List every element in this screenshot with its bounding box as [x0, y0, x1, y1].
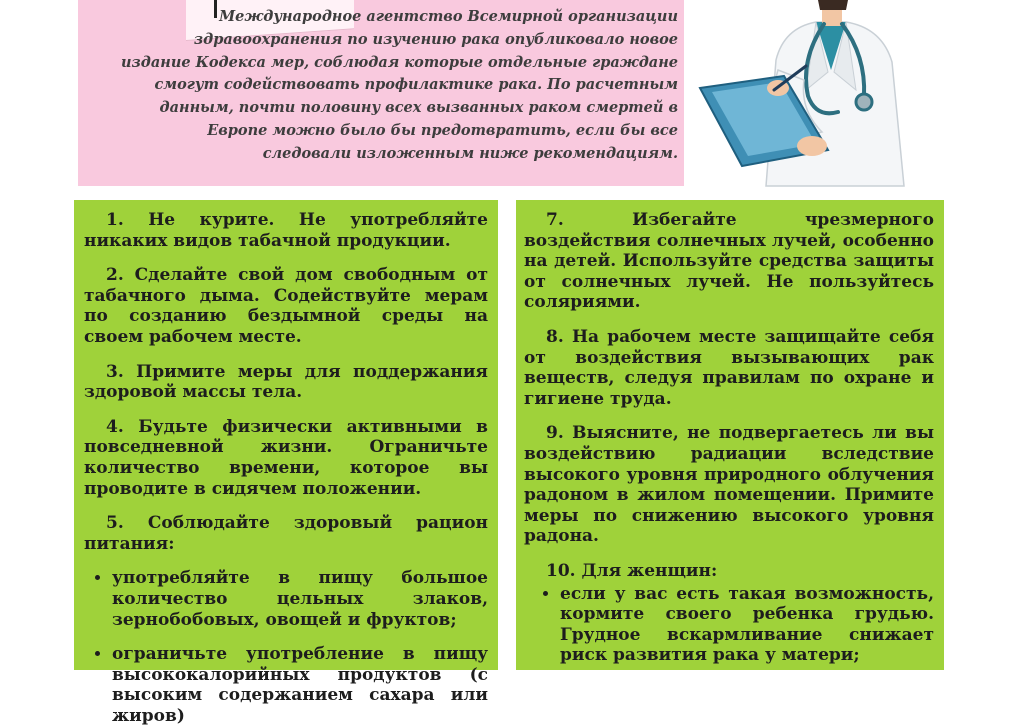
recommendation-5: 5. Соблюдайте здоровый рацион питания: [84, 513, 488, 554]
women-list [524, 584, 934, 666]
doctor-illustration [696, 0, 932, 186]
recommendation-7: 7. Избегайте чрезмерного воздействия солнечных лучей, особенно на детей. Используйте средства защиты от солнечных лучей. Не пользуйтесь соляриями. [524, 210, 934, 313]
recommendation-1: 1. Не курите. Не употребляйте никаких видов табачной продукции. [84, 210, 488, 251]
diet-item-1: • употребляйте в пищу большое количество цельных злаков, зернобобовых, овощей и фруктов; [112, 568, 488, 630]
recommendation-3: 3. Примите меры для поддержания здоровой массы тела. [84, 361, 488, 403]
left-recommendations-panel [74, 200, 498, 726]
recommendation-10: 10. Для женщин: [546, 560, 718, 581]
intro-text: Международное агентство Всемирной организации здравоохранения по изучению рака опубликовало новое издание Кодекса мер, соблюдая которые отдельные граждане смогут содействовать профилактике рака. По расчетным данным, почти половину всех вызванных раком смертей в Европе можно было бы предотвратить, если бы все следовали изложенным ниже рекомендациям. [121, 8, 678, 162]
recommendation-8: 8. На рабочем месте защищайте себя от воздействия вызывающих рак веществ, следуя правилам по охране и гигиене труда. [524, 326, 934, 409]
recommendation-2: 2. Сделайте свой дом свободным от табачного дыма. Содействуйте мерам по созданию бездымной среды на своем рабочем месте. [84, 265, 488, 347]
diet-list [84, 568, 488, 726]
diet-item-2: • ограничьте употребление в пищу высококалорийных продуктов (с высоким содержанием сахара или жиров) [112, 644, 488, 726]
women-item-1: • если у вас есть такая возможность, кормите своего ребенка грудью. Грудное вскармливание снижает риск развития рака у матери; [560, 584, 934, 666]
recommendation-9: 9. Выясните, не подвергаетесь ли вы воздействию радиации вследствие высокого уровня природного облучения радоном в жилом помещении. Примите меры по снижению высокого уровня радона. [524, 423, 934, 547]
right-recommendations-panel [516, 200, 944, 670]
recommendation-4: 4. Будьте физически активными в повседневной жизни. Ограничьте количество времени, которое вы проводите в сидячем положении. [84, 416, 488, 499]
